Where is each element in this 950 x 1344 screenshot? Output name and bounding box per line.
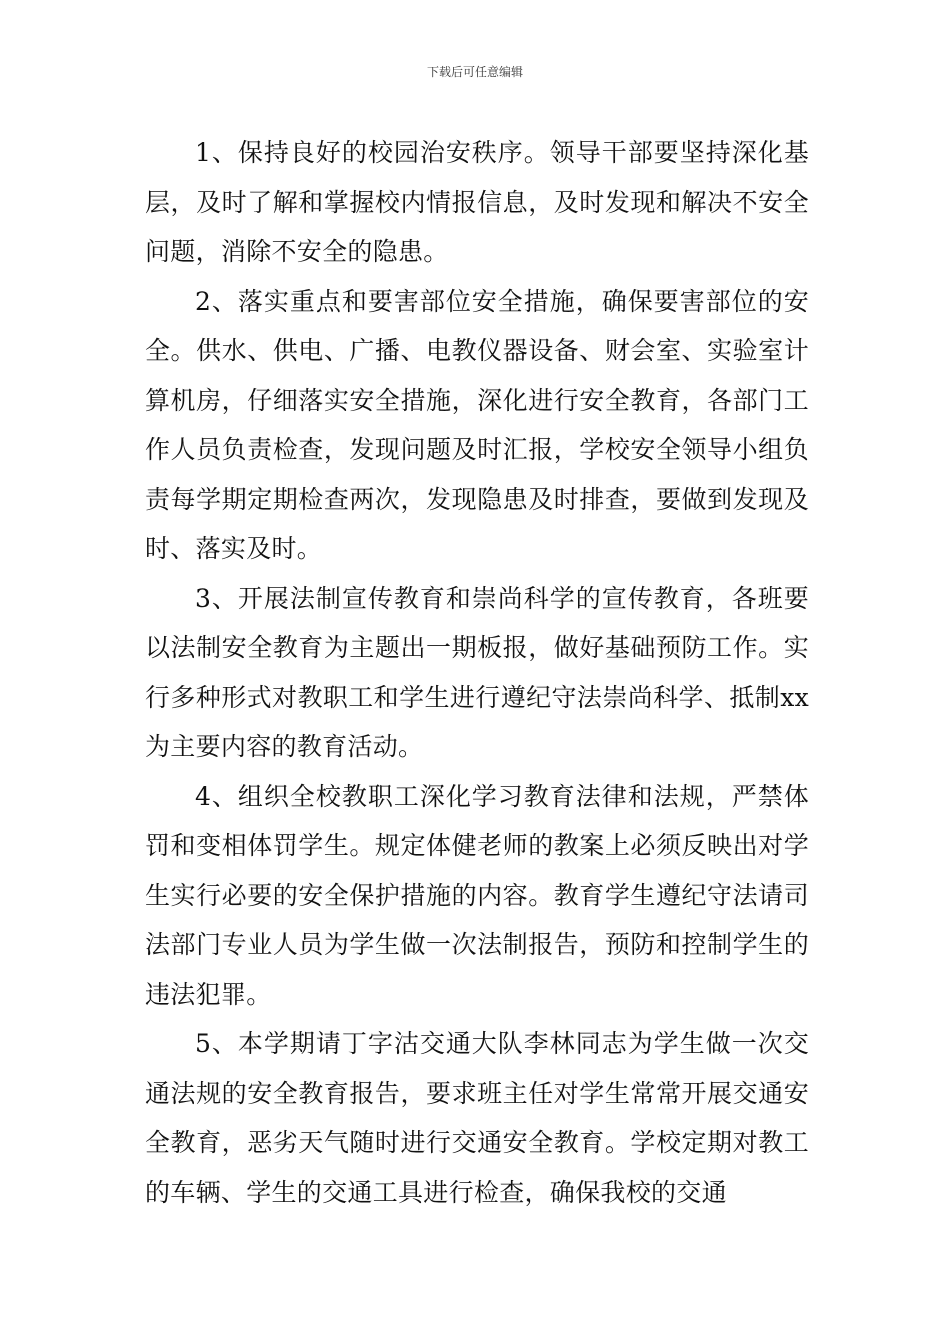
- paragraph-3: 3、开展法制宣传教育和崇尚科学的宣传教育，各班要以法制安全教育为主题出一期板报，做好基础预防工作。实行多种形式对教职工和学生进行遵纪守法崇尚科学、抵制xx为主要内容的教育活动。: [145, 583, 809, 761]
- paragraph-1: 1、保持良好的校园治安秩序。领导干部要坚持深化基层，及时了解和掌握校内情报信息，及时发现和解决不安全问题，消除不安全的隐患。: [145, 138, 809, 266]
- paragraph-2: 2、落实重点和要害部位安全措施，确保要害部位的安全。供水、供电、广播、电教仪器设备、财会室、实验室计算机房，仔细落实安全措施，深化进行安全教育，各部门工作人员负责检查，发现问题及时汇报，学校安全领导小组负责每学期定期检查两次，发现隐患及时排查，要做到发现及时、落实及时。: [145, 286, 809, 563]
- paragraph-5: 5、本学期请丁字沽交通大队李林同志为学生做一次交通法规的安全教育报告，要求班主任对学生常常开展交通安全教育，恶劣天气随时进行交通安全教育。学校定期对教工的车辆、学生的交通工具进行检查，确保我校的交通: [145, 1029, 809, 1207]
- paragraph-4: 4、组织全校教职工深化学习教育法律和法规，严禁体罚和变相体罚学生。规定体健老师的教案上必须反映出对学生实行必要的安全保护措施的内容。教育学生遵纪守法请司法部门专业人员为学生做一次法制报告，预防和控制学生的违法犯罪。: [145, 781, 809, 1009]
- page-header: 下载后可任意编辑: [426, 65, 523, 79]
- document-body: [145, 128, 809, 1217]
